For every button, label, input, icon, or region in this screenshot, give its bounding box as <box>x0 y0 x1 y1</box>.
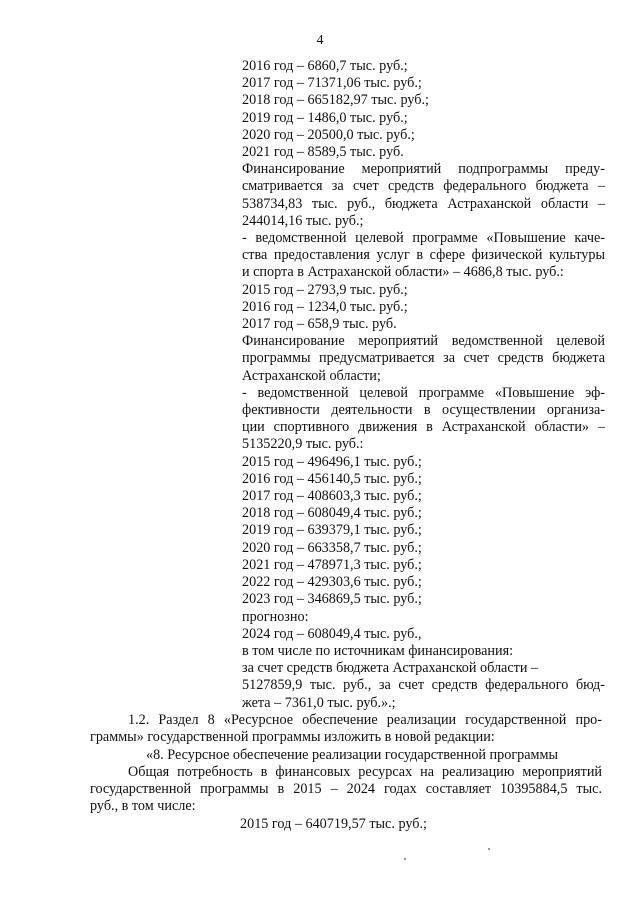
text-line: Общая потребность в финансовых ресурсах на реализацию мероприятий <box>128 763 602 780</box>
page-number: 4 <box>316 33 324 48</box>
scan-speck <box>488 848 490 850</box>
text-line: 5127859,9 тыс. руб., за счет средств федерального бюд- <box>242 677 605 694</box>
text-line: фективности деятельности в осуществлении организа- <box>242 402 605 419</box>
text-line: 2019 год – 639379,1 тыс. руб.; <box>242 522 422 539</box>
text-line: 2017 год – 408603,3 тыс. руб.; <box>242 488 422 505</box>
text-line: Финансирование мероприятий подпрограммы преду- <box>242 161 605 178</box>
text-line: государственной программы в 2015 – 2024 годах составляет 10395884,5 тыс. <box>90 781 602 798</box>
text-line: 2020 год – 663358,7 тыс. руб.; <box>242 539 422 556</box>
text-line: 2015 год – 496496,1 тыс. руб.; <box>242 453 422 470</box>
text-line: 2023 год – 346869,5 тыс. руб.; <box>242 591 422 608</box>
scan-speck <box>404 858 406 860</box>
text-line: 538734,83 тыс. руб., бюджета Астраханской области – <box>242 195 605 212</box>
text-line: 244014,16 тыс. руб.; <box>242 212 364 229</box>
text-line: в том числе по источникам финансирования: <box>242 642 514 659</box>
text-line: 2016 год – 6860,7 тыс. руб.; <box>242 58 408 74</box>
text-line: - ведомственной целевой программе «Повышение каче- <box>242 230 605 247</box>
section-amendment-text <box>90 712 602 833</box>
text-line: ции спортивного движения в Астраханской области» – <box>242 419 605 436</box>
text-line: программы предусматривается за счет средств бюджета <box>242 350 605 367</box>
text-line: жета – 7361,0 тыс. руб.».; <box>242 694 396 711</box>
text-line: 2015 год – 2793,9 тыс. руб.; <box>242 281 408 298</box>
text-line: за счет средств бюджета Астраханской области – <box>242 660 539 677</box>
text-line: 2024 год – 608049,4 тыс. руб., <box>242 625 422 642</box>
text-line: 2017 год – 71371,06 тыс. руб.; <box>242 75 422 92</box>
text-line: 2017 год – 658,9 тыс. руб. <box>242 316 397 333</box>
text-line: 5135220,9 тыс. руб.: <box>242 436 364 453</box>
text-line: 2016 год – 456140,5 тыс. руб.; <box>242 470 422 487</box>
text-line: 2019 год – 1486,0 тыс. руб.; <box>242 109 408 126</box>
text-line: граммы» государственной программы изложить в новой редакции: <box>90 729 495 746</box>
text-line: 2022 год – 429303,6 тыс. руб.; <box>242 574 422 591</box>
text-line: 2018 год – 608049,4 тыс. руб.; <box>242 505 422 522</box>
section-heading: «8. Ресурсное обеспечение реализации государственной программы <box>146 746 559 763</box>
text-line: руб., в том числе: <box>90 798 196 815</box>
text-line: 2016 год – 1234,0 тыс. руб.; <box>242 298 408 315</box>
indented-budget-list <box>242 58 605 712</box>
text-line: 2018 год – 665182,97 тыс. руб.; <box>242 92 429 109</box>
text-line: ства предоставления услуг в сфере физической культуры <box>242 247 605 264</box>
text-line: Финансирование мероприятий ведомственной целевой <box>242 333 605 350</box>
text-line: 2021 год – 8589,5 тыс. руб. <box>242 144 404 161</box>
text-line: и спорта в Астраханской области» – 4686,8 тыс. руб.: <box>242 264 564 281</box>
text-line: 2015 год – 640719,57 тыс. руб.; <box>240 815 427 832</box>
text-line: 1.2. Раздел 8 «Ресурсное обеспечение реализации государственной про- <box>128 712 602 728</box>
text-line: 2020 год – 20500,0 тыс. руб.; <box>242 126 415 143</box>
text-line: - ведомственной целевой программе «Повышение эф- <box>242 384 605 401</box>
text-line: 2021 год – 478971,3 тыс. руб.; <box>242 556 422 573</box>
text-line: сматривается за счет средств федерального бюджета – <box>242 178 605 195</box>
text-line: Астраханской области; <box>242 367 381 384</box>
text-line: прогнозно: <box>242 608 309 625</box>
